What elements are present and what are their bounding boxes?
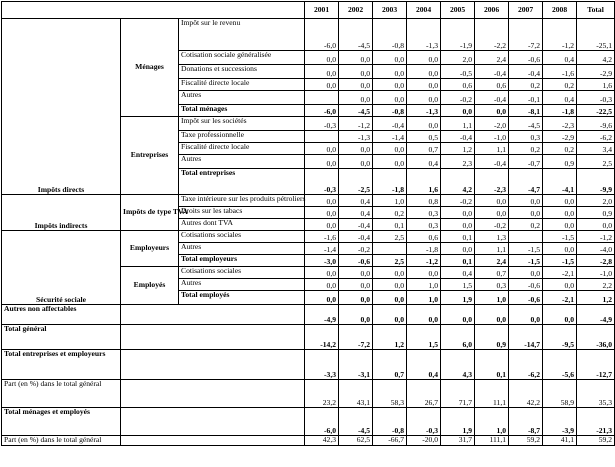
value-cell: -36,0 [577,325,615,350]
value-cell: 1,1 [475,143,509,155]
value-cell: 58,9 [543,380,577,408]
row-label: Autres [179,155,305,169]
value-cell: -4,9 [305,305,339,325]
value-cell: -14,2 [305,325,339,350]
value-cell: -1,5 [543,231,577,243]
value-cell: -1,2 [407,255,441,267]
value-cell: -9,5 [543,325,577,350]
value-cell: -2,1 [543,267,577,279]
value-cell: 0,7 [407,143,441,155]
value-cell: -4,5 [339,105,373,117]
row-label: Taxe intérieure sur les produits pétroliers [179,195,305,207]
table-row [2,231,615,243]
value-cell: 0,0 [339,279,373,291]
value-cell: 0,0 [509,195,543,207]
value-cell: -0,4 [339,219,373,231]
table-row [2,195,615,207]
value-cell: -1,2 [543,19,577,51]
row-label: Cotisation sociale généralisée [179,51,305,65]
value-cell: -8,7 [509,408,543,436]
value-cell: 1,6 [577,79,615,91]
value-cell: -0,3 [407,408,441,436]
value-cell: 0,0 [543,305,577,325]
value-cell: 0,0 [373,51,407,65]
value-cell: -7,2 [339,325,373,350]
value-cell [509,231,543,243]
value-cell: -6,0 [305,105,339,117]
value-cell: 0,4 [407,350,441,380]
value-cell: 2,0 [577,195,615,207]
value-cell: 1,3 [475,231,509,243]
value-cell: 0,4 [543,51,577,65]
row-label: Fiscalité directe locale [179,143,305,155]
value-cell: 0,0 [543,219,577,231]
value-cell: -3,1 [339,350,373,380]
value-cell: -0,6 [509,291,543,305]
value-cell: 0,0 [373,305,407,325]
value-cell: 0,0 [407,117,441,131]
value-cell: 0,0 [577,219,615,231]
value-cell: -2,5 [339,169,373,195]
value-cell: -2,1 [543,291,577,305]
value-cell: 2,5 [373,255,407,267]
value-cell: -4,5 [339,408,373,436]
row-label: Fiscalité directe locale [179,79,305,91]
value-cell: 0,0 [475,195,509,207]
value-cell: -1,8 [407,243,441,255]
value-cell: -0,3 [577,91,615,105]
value-cell: 0,2 [543,79,577,91]
value-cell: -0,8 [373,408,407,436]
year-header: 2003 [373,2,407,19]
value-cell: -9,6 [577,117,615,131]
value-cell: -4,1 [543,169,577,195]
value-cell: 0,0 [407,65,441,79]
value-cell: 0,6 [407,231,441,243]
value-cell: 0,2 [509,79,543,91]
value-cell: 31,7 [441,436,475,446]
value-cell: -2,0 [475,117,509,131]
value-cell: 0,4 [339,195,373,207]
value-cell: -4,0 [577,243,615,255]
value-cell: 0,4 [441,267,475,279]
value-cell: 0,0 [305,195,339,207]
value-cell: 0,0 [509,305,543,325]
value-cell: 62,5 [339,436,373,446]
value-cell: -2,3 [475,169,509,195]
value-cell: -8,1 [509,105,543,117]
value-cell: 0,0 [339,51,373,65]
value-cell: 0,0 [373,79,407,91]
value-cell: 0,0 [339,305,373,325]
value-cell: 0,0 [475,305,509,325]
value-cell: 0,6 [441,79,475,91]
empty-cell [121,325,305,350]
value-cell: -1,8 [543,105,577,117]
value-cell: 0,4 [407,155,441,169]
value-cell: -0,6 [339,255,373,267]
value-cell: 0,1 [441,255,475,267]
value-cell: 1,2 [373,325,407,350]
value-cell: 0,3 [407,219,441,231]
value-cell: 0,0 [441,105,475,117]
value-cell: -21,3 [577,408,615,436]
value-cell: -3,9 [543,408,577,436]
value-cell: 0,9 [475,325,509,350]
value-cell: 1,2 [577,291,615,305]
value-cell: -0,2 [339,243,373,255]
value-cell: 0,7 [373,350,407,380]
value-cell: -1,4 [373,131,407,143]
value-cell: 0,2 [373,207,407,219]
value-cell: -0,7 [509,155,543,169]
value-cell: 0,0 [373,143,407,155]
value-cell: 0,0 [441,305,475,325]
row-label: Autres [179,243,305,255]
subgroup-label: Employés [121,267,179,305]
value-cell: 0,0 [543,195,577,207]
value-cell: -5,6 [543,350,577,380]
value-cell: -2,2 [475,19,509,51]
row-label: Total employés [179,291,305,305]
value-cell: 0,7 [475,267,509,279]
row-label: Autres dont TVA [179,219,305,231]
value-cell: 0,0 [305,279,339,291]
value-cell: -1,5 [509,243,543,255]
value-cell: 0,0 [305,65,339,79]
value-cell: -2,9 [577,65,615,79]
value-cell: -1,2 [577,231,615,243]
value-cell: 0,0 [407,305,441,325]
value-cell: -0,2 [441,91,475,105]
year-header: 2002 [339,2,373,19]
value-cell: -0,1 [509,91,543,105]
value-cell: 0,0 [305,143,339,155]
year-header: 2007 [509,2,543,19]
value-cell: -0,5 [441,65,475,79]
value-cell: 59,2 [577,436,615,446]
value-cell: -4,9 [577,305,615,325]
table-row [2,325,615,350]
group-label: Impôts indirects [2,195,121,231]
row-label: Autres [179,91,305,105]
value-cell: 0,0 [543,279,577,291]
value-cell [305,131,339,143]
corner-cell [2,2,305,19]
value-cell: 71,7 [441,380,475,408]
year-header: 2006 [475,2,509,19]
value-cell: 1,9 [441,408,475,436]
value-cell: 0,0 [305,219,339,231]
summary-label: Autres non affectables [2,305,121,325]
row-label: Cotisations sociales [179,231,305,243]
year-header: 2001 [305,2,339,19]
value-cell: -0,8 [373,19,407,51]
subgroup-label: Employeurs [121,231,179,267]
year-header: 2008 [543,2,577,19]
value-cell: -4,5 [509,117,543,131]
value-cell: 58,3 [373,380,407,408]
value-cell: 0,0 [373,279,407,291]
value-cell: -4,5 [339,19,373,51]
value-cell: 0,0 [441,219,475,231]
value-cell: 1,0 [475,291,509,305]
value-cell: 3,4 [577,143,615,155]
value-cell: -0,6 [509,279,543,291]
value-cell: 1,5 [441,279,475,291]
value-cell: 0,0 [305,267,339,279]
value-cell: -1,5 [543,255,577,267]
year-header: Total [577,2,615,19]
value-cell: 0,0 [373,65,407,79]
value-cell [305,91,339,105]
value-cell: 11,1 [475,380,509,408]
value-cell: 0,0 [509,267,543,279]
value-cell: -12,7 [577,350,615,380]
value-cell: -3,0 [305,255,339,267]
value-cell: 2,5 [577,155,615,169]
value-cell: 59,2 [509,436,543,446]
value-cell: 2,4 [475,255,509,267]
value-cell: 26,7 [407,380,441,408]
value-cell: 0,0 [339,291,373,305]
value-cell: -0,4 [475,155,509,169]
value-cell: -1,6 [305,231,339,243]
value-cell: 0,2 [543,143,577,155]
value-cell: 0,0 [339,267,373,279]
value-cell: 0,1 [475,350,509,380]
value-cell: 4,2 [577,51,615,65]
value-cell: 0,0 [407,51,441,65]
value-cell: -2,8 [577,255,615,267]
value-cell: -1,3 [407,19,441,51]
value-cell: 23,2 [305,380,339,408]
value-cell: -0,6 [509,51,543,65]
value-cell: 2,3 [441,155,475,169]
value-cell: 0,0 [305,291,339,305]
summary-label: Part (en %) dans le total général [2,436,121,446]
value-cell: 6,0 [441,325,475,350]
row-label: Donations et successions [179,65,305,79]
value-cell: -1,3 [407,105,441,117]
row-label: Droits sur les tabacs [179,207,305,219]
value-cell: -0,4 [373,117,407,131]
value-cell: -1,5 [509,255,543,267]
subgroup-label: Ménages [121,19,179,117]
value-cell: 0,0 [305,207,339,219]
value-cell: 0,0 [475,207,509,219]
value-cell: 0,0 [339,79,373,91]
empty-cell [121,408,305,436]
value-cell: 2,2 [577,279,615,291]
value-cell [373,243,407,255]
value-cell: 0,3 [407,207,441,219]
value-cell: -3,3 [305,350,339,380]
value-cell: 0,2 [509,219,543,231]
table-row [2,305,615,325]
value-cell: -1,8 [373,169,407,195]
value-cell: 42,3 [305,436,339,446]
group-label: Impôts directs [2,19,121,195]
value-cell: 0,0 [305,51,339,65]
value-cell: 2,5 [373,231,407,243]
year-header: 2005 [441,2,475,19]
value-cell: -6,0 [305,408,339,436]
value-cell: -6,2 [509,350,543,380]
value-cell: -1,0 [577,267,615,279]
table-row [2,19,615,51]
table-row [2,408,615,436]
summary-label: Part (en %) dans le total général [2,380,121,408]
value-cell: -25,1 [577,19,615,51]
table-row [2,436,615,446]
value-cell: 0,9 [577,207,615,219]
value-cell: 4,3 [441,350,475,380]
value-cell: 0,0 [543,243,577,255]
value-cell: 0,1 [373,219,407,231]
value-cell: 35,3 [577,380,615,408]
value-cell: -0,3 [305,117,339,131]
value-cell: 1,1 [475,243,509,255]
value-cell: -9,9 [577,169,615,195]
value-cell: 0,0 [373,155,407,169]
value-cell: 0,5 [407,131,441,143]
group-label: Sécurité sociale [2,231,121,305]
value-cell: -1,4 [305,243,339,255]
value-cell: -20,0 [407,436,441,446]
value-cell: 1,0 [475,408,509,436]
value-cell: -14,7 [509,325,543,350]
value-cell: 111,1 [475,436,509,446]
value-cell: 0,0 [305,155,339,169]
value-cell: 0,0 [339,155,373,169]
value-cell: 0,0 [339,91,373,105]
row-label: Cotisations sociales [179,267,305,279]
value-cell: -66,7 [373,436,407,446]
value-cell: 0,0 [509,207,543,219]
value-cell: -1,3 [339,131,373,143]
fiscal-table [1,1,615,446]
value-cell: 0,0 [407,267,441,279]
table-row [2,350,615,380]
value-cell: 0,0 [305,79,339,91]
summary-label: Total ménages et employés [2,408,121,436]
empty-cell [121,436,305,446]
value-cell: -1,0 [475,131,509,143]
empty-cell [121,380,305,408]
value-cell: 43,1 [339,380,373,408]
value-cell: -7,2 [509,19,543,51]
value-cell: 0,3 [509,131,543,143]
summary-label: Total entreprises et employeurs [2,350,121,380]
value-cell: 0,3 [475,279,509,291]
value-cell: 0,0 [373,267,407,279]
value-cell: 0,2 [509,143,543,155]
table-row [2,2,615,19]
value-cell: 1,9 [441,291,475,305]
value-cell: -2,9 [543,131,577,143]
value-cell: -2,3 [543,117,577,131]
value-cell: 0,0 [543,207,577,219]
value-cell: 2,0 [441,51,475,65]
subgroup-label: Impôts de type TVA [121,195,179,231]
value-cell: -0,3 [305,169,339,195]
table-row [2,380,615,408]
value-cell: 0,6 [475,79,509,91]
value-cell: -6,2 [577,131,615,143]
row-label: Impôt sur les sociétés [179,117,305,131]
value-cell: -6,0 [305,19,339,51]
empty-cell [121,305,305,325]
value-cell: -1,2 [339,117,373,131]
value-cell: -0,4 [475,65,509,79]
value-cell: 0,0 [407,91,441,105]
row-label: Total ménages [179,105,305,117]
row-label: Autres [179,279,305,291]
value-cell: 1,0 [407,291,441,305]
value-cell: 0,0 [441,207,475,219]
value-cell: -0,2 [475,219,509,231]
value-cell: 2,4 [475,51,509,65]
value-cell: 0,0 [441,243,475,255]
empty-cell [121,350,305,380]
value-cell: -0,4 [475,91,509,105]
value-cell: 0,0 [339,65,373,79]
row-label: Impôt sur le revenu [179,19,305,51]
value-cell: 0,9 [543,155,577,169]
row-label: Total entreprises [179,169,305,195]
value-cell: 4,2 [441,169,475,195]
value-cell: 0,4 [543,91,577,105]
value-cell: 0,0 [407,79,441,91]
value-cell: -4,7 [509,169,543,195]
value-cell: 0,0 [339,143,373,155]
value-cell: -0,8 [373,105,407,117]
value-cell: 1,2 [441,143,475,155]
subgroup-label: Entreprises [121,117,179,195]
value-cell: 1,5 [407,325,441,350]
value-cell: 1,0 [373,195,407,207]
value-cell: 0,0 [373,291,407,305]
value-cell: 1,6 [407,169,441,195]
summary-label: Total général [2,325,121,350]
value-cell: 42,2 [509,380,543,408]
value-cell: -0,2 [441,195,475,207]
value-cell: 1,0 [407,279,441,291]
row-label: Taxe professionnelle [179,131,305,143]
value-cell: -0,4 [441,131,475,143]
value-cell: -22,5 [577,105,615,117]
value-cell: -0,4 [509,65,543,79]
value-cell: 0,4 [339,207,373,219]
value-cell: -1,6 [543,65,577,79]
value-cell: -1,9 [441,19,475,51]
value-cell: 0,1 [441,231,475,243]
value-cell: 0,8 [407,195,441,207]
value-cell: 41,1 [543,436,577,446]
row-label: Total employeurs [179,255,305,267]
year-header: 2004 [407,2,441,19]
value-cell: 0,0 [475,105,509,117]
value-cell: 1,1 [441,117,475,131]
value-cell: 0,0 [373,91,407,105]
value-cell: -0,4 [339,231,373,243]
